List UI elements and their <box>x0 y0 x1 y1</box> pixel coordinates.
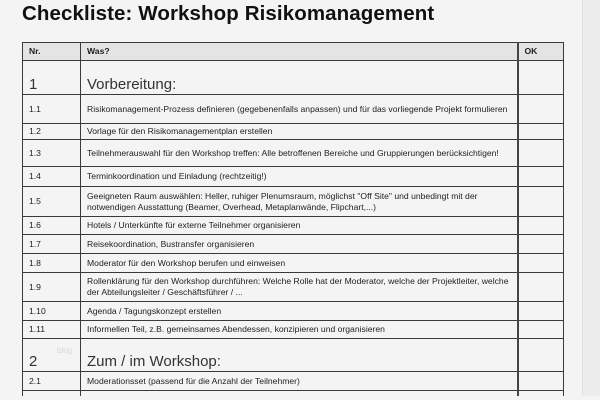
table-row <box>23 321 564 339</box>
item-number: 1.11 <box>23 321 81 339</box>
item-text: Terminkoordination und Einladung (rechtzeitig!) <box>81 167 518 187</box>
table-header-row <box>23 43 564 61</box>
table-row <box>23 95 564 124</box>
section-row <box>23 339 564 372</box>
section-title: Zum / im Workshop: <box>81 339 518 372</box>
item-text: Hotels / Unterkünfte für externe Teilnehmer organisieren <box>81 217 518 235</box>
item-number: 1.8 <box>23 254 81 273</box>
item-number: 1.5 <box>23 187 81 217</box>
ok-cell[interactable] <box>518 167 564 187</box>
page-margin-strip <box>582 0 600 400</box>
item-number: 2.1 <box>23 372 81 391</box>
item-number: 1.1 <box>23 95 81 124</box>
table-row <box>23 235 564 254</box>
item-number: 1.7 <box>23 235 81 254</box>
ok-cell[interactable] <box>518 302 564 321</box>
item-text: Moderationsset (passend für die Anzahl der Teilnehmer) <box>81 372 518 391</box>
table-row <box>23 187 564 217</box>
item-text: Informellen Teil, z.B. gemeinsames Abendessen, konzipieren und organisieren <box>81 321 518 339</box>
item-number: 1.9 <box>23 273 81 302</box>
column-header-was: Was? <box>81 43 518 61</box>
ok-cell[interactable] <box>518 95 564 124</box>
section-number: 1 <box>23 61 81 95</box>
item-text: Moderator für den Workshop berufen und einweisen <box>81 254 518 273</box>
watermark-text: blog <box>57 346 73 355</box>
ok-cell[interactable] <box>518 339 564 372</box>
ok-cell[interactable] <box>518 217 564 235</box>
ok-cell[interactable] <box>518 254 564 273</box>
table-row <box>23 217 564 235</box>
table-row <box>23 124 564 140</box>
item-text: Geeigneten Raum auswählen: Heller, ruhiger Plenumsraum, möglichst "Off Site" und unbedingt mit der notwendigen Ausstattung (Beamer, Overhead, Metaplanwände, Flipchart,...) <box>81 187 518 217</box>
ok-cell[interactable] <box>518 187 564 217</box>
item-number: 1.6 <box>23 217 81 235</box>
ok-cell[interactable] <box>518 124 564 140</box>
table-row <box>23 140 564 167</box>
section-title: Vorbereitung: <box>81 61 518 95</box>
item-text: Reisekoordination, Bustransfer organisieren <box>81 235 518 254</box>
ok-cell[interactable] <box>518 321 564 339</box>
item-text: Agenda / Tagungskonzept erstellen <box>81 302 518 321</box>
column-header-nr: Nr. <box>23 43 81 61</box>
ok-cell[interactable] <box>518 372 564 391</box>
table-row <box>23 302 564 321</box>
ok-cell[interactable] <box>518 273 564 302</box>
column-header-ok: OK <box>518 43 564 61</box>
section-row <box>23 61 564 95</box>
item-text: Vorlage für den Risikomanagementplan erstellen <box>81 124 518 140</box>
item-number: 1.10 <box>23 302 81 321</box>
item-number: 1.3 <box>23 140 81 167</box>
item-number: 1.4 <box>23 167 81 187</box>
table-row <box>23 273 564 302</box>
item-text: Rollenklärung für den Workshop durchführen: Welche Rolle hat der Moderator, welche der Projektleiter, welche der Abteilungsleiter / Geschäftsführer / ... <box>81 273 518 302</box>
table-row <box>23 372 564 391</box>
item-text: Risikomanagement-Prozess definieren (gegebenenfalls anpassen) und für das vorliegende Projekt formulieren <box>81 95 518 124</box>
section-number-cell <box>23 339 81 372</box>
section-number: 2 <box>29 353 38 370</box>
page-bottom-edge <box>0 396 600 400</box>
ok-cell[interactable] <box>518 61 564 95</box>
item-text: Teilnehmerauswahl für den Workshop treffen: Alle betroffenen Bereiche und Gruppierungen berücksichtigen! <box>81 140 518 167</box>
ok-cell[interactable] <box>518 140 564 167</box>
item-number: 1.2 <box>23 124 81 140</box>
ok-cell[interactable] <box>518 235 564 254</box>
table-row <box>23 167 564 187</box>
document-title: Checkliste: Workshop Risikomanagement <box>22 2 435 25</box>
checklist-table <box>22 42 564 400</box>
table-row <box>23 254 564 273</box>
